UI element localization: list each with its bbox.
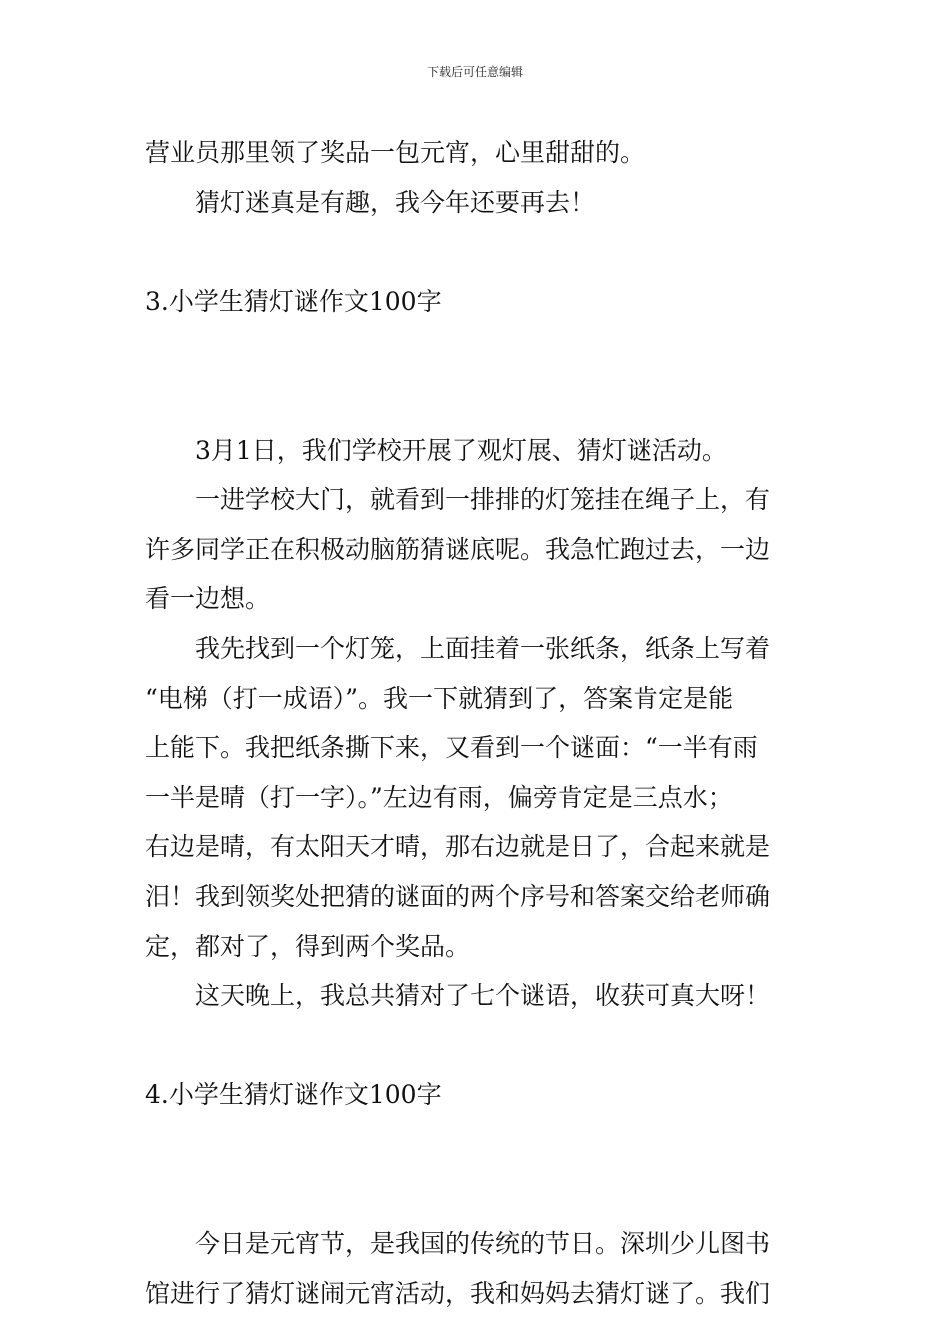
paragraph-line: 定，都对了，得到两个奖品。 — [145, 931, 471, 961]
page-header-note: 下载后可任意编辑 — [426, 65, 523, 79]
section-3-title: 3.小学生猜灯谜作文100字 — [145, 286, 442, 316]
paragraph-line: 一进学校大门，就看到一排排的灯笼挂在绳子上，有 — [195, 485, 771, 515]
paragraph-line: 猜灯迷真是有趣，我今年还要再去！ — [195, 187, 596, 217]
blank-line — [145, 1120, 809, 1170]
paragraph-line: 馆进行了猜灯谜闹元宵活动，我和妈妈去猜灯谜了。我们 — [145, 1278, 771, 1308]
paragraph-line: 今日是元宵节，是我国的传统的节日。深圳少儿图书 — [195, 1229, 771, 1259]
blank-line — [145, 227, 809, 277]
paragraph-line: 上能下。我把纸条撕下来，又看到一个谜面：“一半有雨 — [145, 733, 758, 763]
paragraph-line: 一半是晴（打一字）。”左边有雨，偏旁肯定是三点水； — [145, 782, 733, 812]
paragraph-line: 营业员那里领了奖品一包元宵，心里甜甜的。 — [145, 138, 646, 167]
section-4-title: 4.小学生猜灯谜作文100字 — [145, 1080, 442, 1110]
blank-line — [145, 376, 809, 426]
blank-line — [145, 1169, 809, 1219]
blank-line — [145, 1021, 809, 1071]
paragraph-line: 我先找到一个灯笼，上面挂着一张纸条，纸条上写着 — [195, 633, 771, 663]
paragraph-line: 右边是晴，有太阳天才晴，那右边就是日了，合起来就是 — [145, 832, 771, 862]
paragraph-line: “电梯（打一成语）”。我一下就猜到了，答案肯定是能 — [145, 683, 734, 713]
paragraph-line: 看一边想。 — [145, 584, 271, 614]
document-body — [145, 128, 809, 1318]
blank-line — [145, 326, 809, 376]
paragraph-line: 3月1日，我们学校开展了观灯展、猜灯谜活动。 — [195, 435, 727, 465]
paragraph-line: 汨！我到领奖处把猜的谜面的两个序号和答案交给老师确 — [145, 881, 771, 911]
paragraph-line: 许多同学正在积极动脑筋猜谜底呢。我急忙跑过去，一边 — [145, 534, 771, 564]
paragraph-line: 这天晚上，我总共猜对了七个谜语，收获可真大呀！ — [195, 981, 771, 1011]
